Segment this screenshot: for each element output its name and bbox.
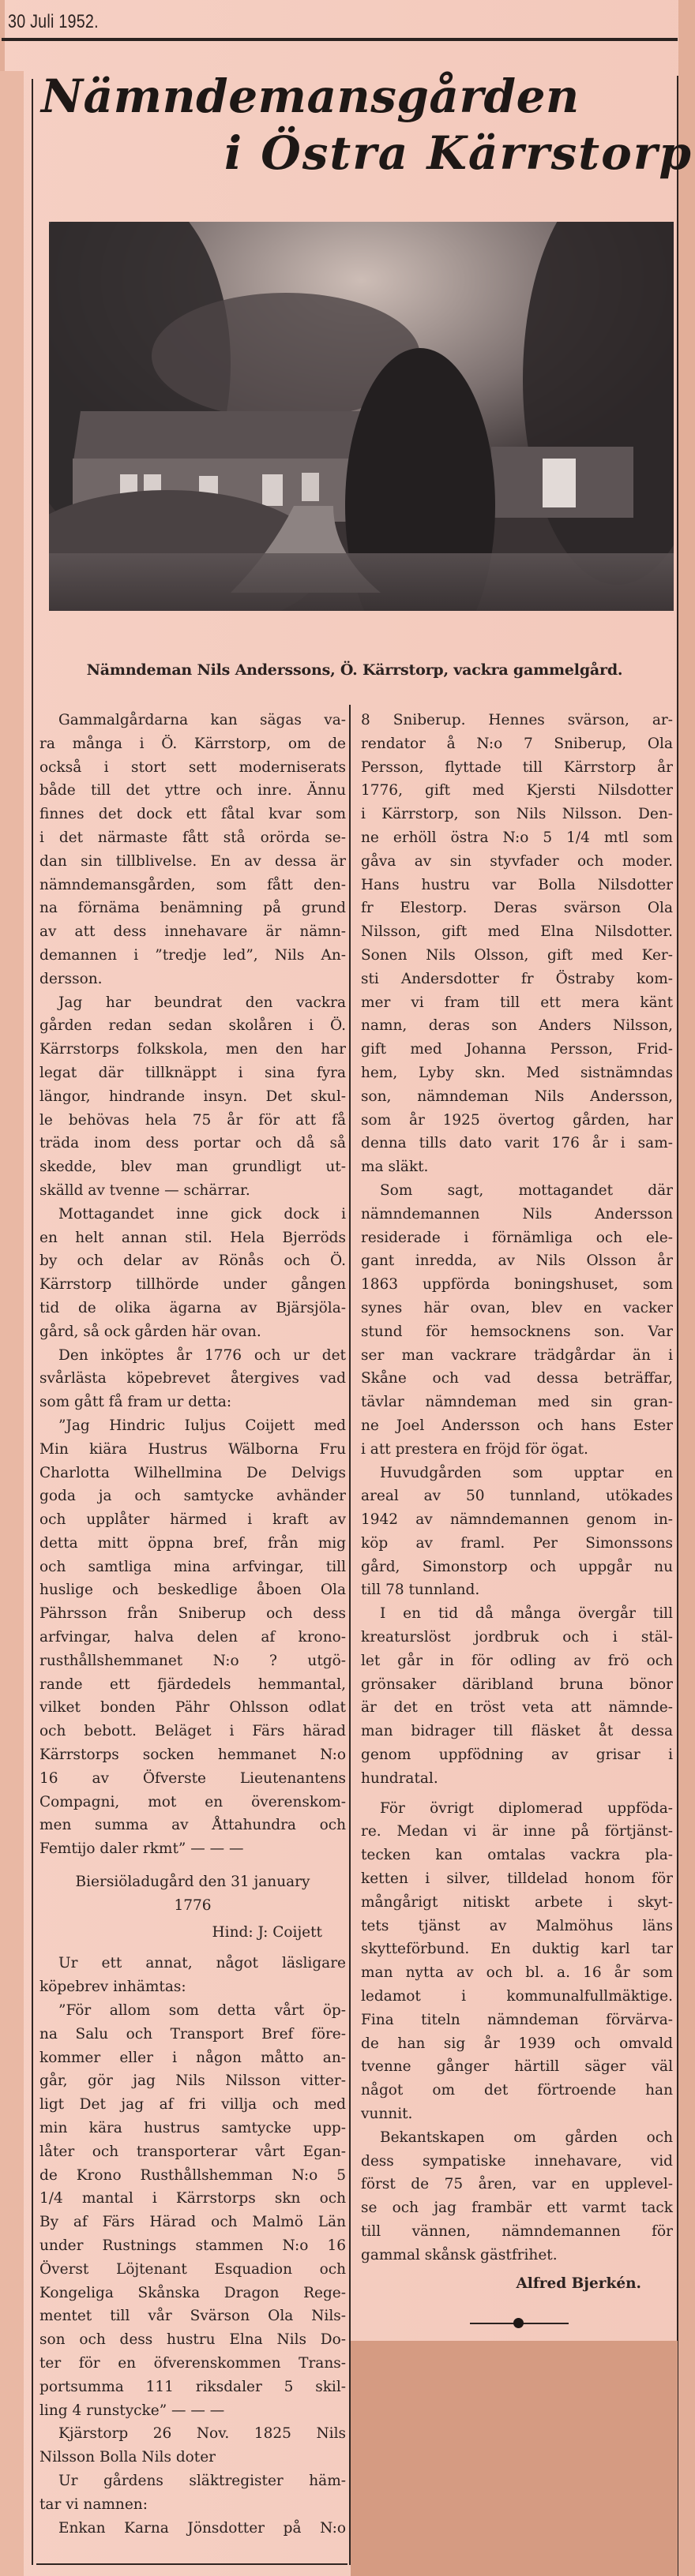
text-line: gård, så ock gården här ovan. [39,1323,261,1340]
text-line: let går in för odling av frö och [361,1652,673,1669]
backing-paper [351,2341,678,2576]
text-line: också i stort sett moderniserats [39,758,346,776]
text-line: grönsaker däribland bruna bönor [361,1676,673,1693]
text-line: tävlar nämndeman med sin gran- [361,1394,673,1411]
text-line: längor, hindrande insyn. Det skul- [39,1088,346,1105]
text-line: som gått få fram ur detta: [39,1394,232,1411]
text-line: en helt annan stil. Hela Bjerröds [39,1229,346,1246]
headline-line-2: i Östra Kärrstorp [224,126,693,180]
text-line: kreaturslöst jordbruk och i stäl- [361,1629,673,1646]
text-line: av att dess innehavare är nämn- [39,923,346,941]
text-line: 1776 [174,1896,212,1914]
clipping-edge [0,71,24,2576]
paragraph [39,1344,346,1414]
text-line: tets tjänst av Malmöhus läns [361,1917,673,1934]
text-line: Fina titeln nämndeman förvärva- [361,2011,673,2028]
paragraph [39,2422,346,2469]
article-column-right [361,709,673,2295]
text-line: mentet till vår Svärson Ola Nils- [39,2308,346,2325]
text-line: Mottagandet inne gick dock i [58,1205,346,1222]
text-line: min kära hustrus samtycke upp- [39,2120,346,2137]
text-line: köpebrev inhämtas: [39,1979,186,1996]
text-line: denna tills dato varit 176 år i sam- [361,1135,673,1152]
text-line: 16 av Öfverste Lieutenantens [39,1769,346,1787]
top-rule [2,38,678,41]
text-line: i Kärrstorp, son Nils Nilsson. Den- [361,806,673,823]
paragraph [361,1602,673,1790]
text-line: nämndemansgården, som fått den- [39,876,346,893]
text-line: och bebott. Beläget i Färs härad [39,1723,346,1740]
text-line: i att prestera en fröjd för ögat. [361,1440,588,1458]
text-line: och samtliga mina arfvingar, till [39,1558,346,1575]
text-line: sti Andersdotter fr Östraby kom- [361,970,673,987]
text-line: låter och transporterar vårt Egan- [39,2143,346,2160]
text-line: detta mitt öppna bref, från mig [39,1534,346,1552]
text-line: ligt Det jag af fri villja och med [39,2096,346,2114]
text-line: by och delar av Rönås och Ö. [39,1252,346,1270]
text-line: Nilsson, gift med Elna Nilsdotter. [361,923,673,941]
text-line: ne Joel Andersson och hans Ester [361,1417,673,1434]
text-line: svårlästa köpebrevet återgives vad [39,1370,346,1387]
text-line: skytteförbund. En duktig karl tar [361,1941,673,1958]
text-line: rande ett fjärdedels hemmantal, [39,1676,346,1693]
text-line: 1863 uppförda boningshuset, som [361,1276,673,1294]
text-line: Hans hustru var Bolla Nilsdotter [361,876,673,893]
text-line: 1776, gift med Kjersti Nilsdotter [361,782,673,799]
text-line: tid de olika ägarna av Bjärsjöla- [39,1299,346,1316]
text-line: först de 75 åren, var en upplevel- [361,2176,673,2193]
text-line: Skåne och vad dessa beträffar, [361,1370,673,1387]
paragraph [39,709,346,991]
text-line: ”För allom som detta vårt öp- [58,2002,346,2020]
paragraph [39,1921,346,1945]
text-line: tvenne gånger härtill säger väl [361,2058,673,2076]
text-line: Kärrstorp tillhörde under gången [39,1276,346,1294]
text-line: man nytta av och bl. a. 16 år som [361,1964,673,1982]
text-line: dan sin tillblivelse. En av dessa är [39,852,346,870]
text-line: portsumma 111 riksdaler 5 skil- [39,2378,346,2395]
text-line: Överst Löjtenant Esquadion och [39,2260,346,2278]
text-line: areal av 50 tunnland, utökades [361,1488,673,1505]
text-line: Charlotta Wilhellmina De Delvigs [39,1464,346,1481]
text-line: By af Färs Härad och Malmö Län [39,2214,346,2231]
text-line: Gammalgårdarna kan sägas va- [58,712,346,728]
paragraph [361,1797,673,2126]
text-line: skälld av tvenne — schärrar. [39,1181,250,1199]
text-line: de han sig år 1939 och omvald [361,2035,673,2052]
text-line: Sonen Nils Olsson, gift med Ker- [361,946,673,964]
text-line: Kärrstorps socken hemmanet N:o [39,1747,346,1764]
text-line: le behövas hela 75 år för att få [39,1111,346,1129]
text-line: Compagni, mot en överenskom- [39,1793,346,1810]
left-border-rule [32,79,33,2565]
text-line: ling 4 runstycke” — — — [39,2402,225,2419]
paragraph [39,2469,346,2517]
text-line: kommer eller i någon måtto an- [39,2049,346,2066]
paragraph [39,2517,346,2540]
text-line: arfvingar, halva delen af krono- [39,1629,346,1646]
text-line: Biersiöladugård den 31 january [75,1874,310,1891]
text-line: nämndemannen Nils Andersson [361,1205,673,1222]
right-border-rule [677,76,678,2576]
text-line: hundratal. [361,1769,438,1787]
text-line: För övrigt diplomerad uppföda- [380,1799,673,1817]
text-line: något om det förtroende han [361,2082,673,2099]
text-line: dersson. [39,970,103,987]
text-line: synes här ovan, blev en vacker [361,1299,673,1316]
text-line: Huvudgården som upptar en [380,1464,673,1481]
text-line: i det närmaste fått stå orörda se- [39,829,346,846]
text-line: gåva av sin styvfader och moder. [361,852,673,870]
text-line: träda inom dess portar och då så [39,1135,346,1152]
text-line: och upplåter härmed i kraft av [39,1511,346,1529]
text-line: na förnäma benämning på grund [39,900,346,917]
text-line: ra många i Ö. Kärrstorp, om de [39,735,346,752]
text-line: Nilsson Bolla Nils doter [39,2449,216,2466]
text-line: genom uppfödning av grisar i [361,1747,673,1764]
paragraph [39,991,346,1203]
text-line: Min kiära Hustrus Wälborna Fru [39,1440,346,1458]
text-line: 1/4 mantal i Kärrstorps skn och [39,2190,346,2207]
text-line: till vännen, nämndemannen för [361,2223,673,2240]
paragraph [361,2126,673,2267]
text-line: rendator å N:o 7 Sniberup, Ola [361,735,673,752]
bottom-rule [36,2563,348,2565]
text-line: Persson, flyttade till Kärrstorp år [361,758,673,776]
text-line: Enkan Karna Jönsdotter på N:o [58,2519,346,2537]
paragraph [39,1203,346,1344]
text-line: går, gör jag Nils Nilsson vitter- [39,2072,346,2090]
text-line: ter för en öfverenskommen Trans- [39,2354,346,2372]
text-line: som år 1925 övertog gården, har [361,1111,673,1129]
text-line: Som sagt, mottagandet där [380,1181,673,1199]
article-column-left [39,709,346,2540]
text-line: I en tid då många övergår till [380,1605,673,1623]
text-line: vunnit. [361,2106,413,2123]
text-line: men summa av Åttahundra och [39,1817,346,1834]
column-divider [349,705,351,2565]
text-line: Bekantskapen om gården och [380,2129,673,2146]
text-line: ma släkt. [361,1159,429,1176]
text-line: Kärrstorps folkskola, men den har [39,1041,346,1058]
text-line: Pährsson från Sniberup och dess [39,1605,346,1623]
text-line: ser man vackrare trädgårdar än i [361,1346,673,1364]
text-line: tar vi namnen: [39,2496,148,2513]
paragraph [361,1179,673,1462]
photo-caption: Nämndeman Nils Anderssons, Ö. Kärrstorp, vackra gammelgård. [86,661,623,679]
text-line: gant inredda, av Nils Olsson år [361,1252,673,1270]
text-line: namn, deras son Anders Nilsson, [361,1017,673,1035]
author-signature: Alfred Bjerkén. [516,2275,641,2292]
text-line: finnes det dock ett fåtal kvar som [39,806,346,823]
text-line: gård, Simonstorp och uppgår nu [361,1558,673,1575]
text-line: Ur gårdens släktregister häm- [58,2472,346,2489]
text-line: vilket bonden Pähr Ohlsson odlat [39,1699,346,1717]
text-line: Jag har beundrat den vackra [58,994,346,1011]
text-line: son och dess hustru Elna Nils Do- [39,2331,346,2349]
text-line: Femtijo daler rkmt” — — — [39,1840,244,1858]
text-line: mer vi fram till ett mera känt [361,994,673,1011]
text-line: ketten i silver, tilldelad honom för [361,1870,673,1888]
text-line: 1942 av nämndemannen genom in- [361,1511,673,1529]
text-line: de Krono Rusthållshemman N:o 5 [39,2166,346,2184]
paragraph [39,1999,346,2422]
text-line: gården redan sedan skolåren i Ö. [39,1017,346,1035]
text-line: gammal skånsk gästfrihet. [361,2246,558,2263]
text-line: Den inköptes år 1776 och ur det [58,1346,346,1364]
text-line: dess sympatiske innehavare, vid [361,2152,673,2170]
text-line: är det en tröst veta att nämnde- [361,1699,673,1717]
text-line: ”Jag Hindric Iuljus Coijett med [58,1417,346,1434]
text-line: mångårigt nitiskt arbete i skyt- [361,1893,673,1911]
text-line: hem, Lyby skn. Med sistnämndas [361,1064,673,1081]
end-ornament [470,2323,569,2324]
text-line: 8 Sniberup. Hennes svärson, ar- [361,712,673,728]
text-line: residerade i förnämliga och ele- [361,1229,673,1246]
text-line: Kjärstorp 26 Nov. 1825 Nils [58,2425,346,2443]
text-line: son, nämndeman Nils Andersson, [361,1088,673,1105]
ornament-dot [513,2318,524,2328]
text-line: fr Elestorp. Deras svärson Ola [361,900,673,917]
paragraph [39,1414,346,1861]
paragraph [39,1870,346,1918]
paragraph [361,1462,673,1603]
text-line: huslige och beskedlige åboen Ola [39,1582,346,1599]
text-line: Kongeliga Skånska Dragon Rege- [39,2284,346,2301]
text-line: Hind: J: Coijett [212,1923,322,1941]
text-line: ledamot i kommunalfullmäktige. [361,1988,673,2005]
text-line: till 78 tunnland. [361,1582,480,1599]
text-line: re. Medan vi är inne på förtjänst- [361,1823,673,1840]
text-line: ne erhöll östra N:o 5 1/4 mtl som [361,829,673,846]
headline-line-1: Nämndemansgården [41,69,580,123]
text-line: under Rustnings stammen N:o 16 [39,2237,346,2254]
paragraph [361,709,673,1179]
text-line: Ur ett annat, något läsligare [58,1955,346,1972]
publication-date: 30 Juli 1952. [8,11,99,32]
text-line: se och jag frambär ett varmt tack [361,2200,673,2217]
text-line: goda ja och samtycke avhänder [39,1488,346,1505]
text-line: rusthållshemmanet N:o ? utgö- [39,1652,346,1669]
text-line: både till det yttre och inre. Ännu [39,782,346,799]
paragraph [39,1952,346,1999]
text-line: gift med Johanna Persson, Frid- [361,1041,673,1058]
text-line: skedde, blev man grundligt ut- [39,1159,346,1176]
text-line: legat där tillknäppt i sina fyra [39,1064,346,1081]
text-line: köp av framl. Per Simonssons [361,1534,673,1552]
text-line: demannen i ”tredje led”, Nils An- [39,946,346,964]
text-line: na Salu och Transport Bref före- [39,2025,346,2042]
text-line: tecken kan omtalas vackra pla- [361,1847,673,1864]
text-line: man bidrager till fläsket åt dessa [361,1723,673,1740]
text-line: stund för hemsocknens son. Var [361,1323,673,1340]
farmhouse-photo [49,222,674,611]
